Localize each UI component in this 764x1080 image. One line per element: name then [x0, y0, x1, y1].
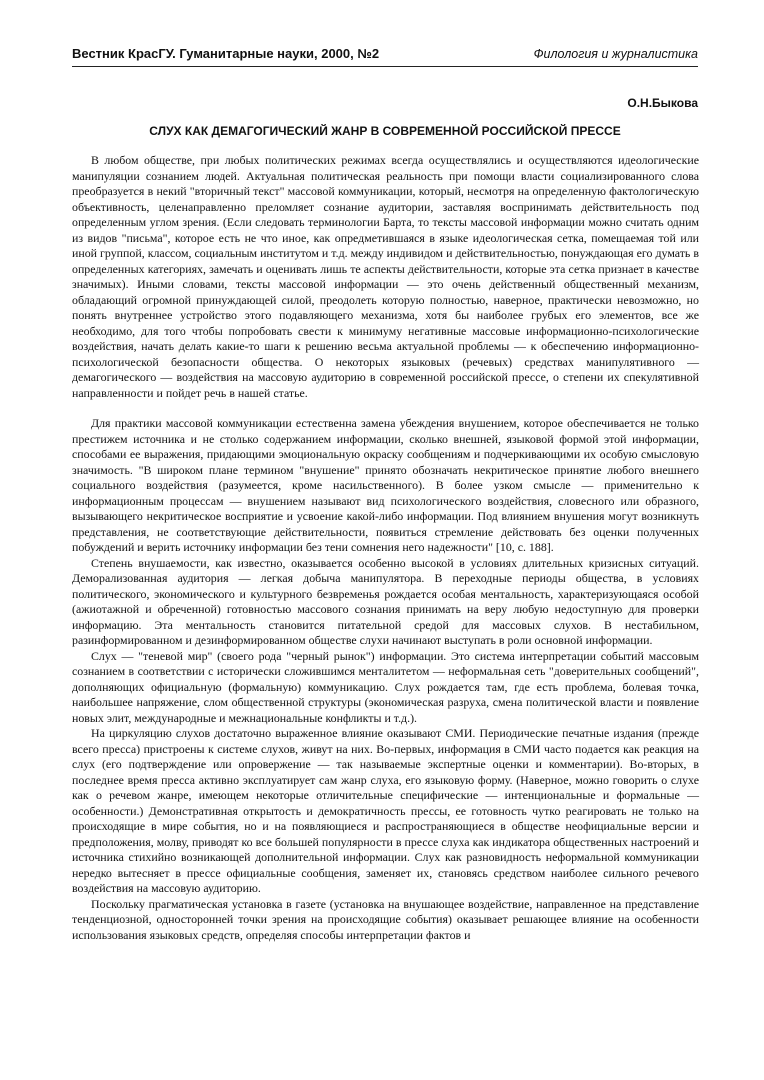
paragraph: Поскольку прагматическая установка в газете (установка на внушающее воздействие, направленное на представление тенденциозной, односторонней точки зрения на происходящие события) оказывает решающее влияние на особенности использования языковых средств, определяя способы интерпретации фактов и: [72, 896, 699, 942]
paragraph: Для практики массовой коммуникации естественна замена убеждения внушением, которое обеспечивается не только престижем источника и не столько содержанием информации, сколько внешней, языковой формой этой информации, способами ее выражения, придающими эмоциональную окраску сообщениям и подчеркивающими их особую смысловую значимость. "В широком плане термином "внушение" принято обозначать некритическое принятие любого внешнего социального воздействия (разумеется, кроме насильственного). В более узком смысле — применительно к информационным процессам — внушением называют вид психологического воздействия, словесного или образного, вызывающего некритическое восприятие и усвоение какой-либо информации. Под влиянием внушения могут возникнуть представления, не соответствующие действительности, появиться стремление действовать без оценки полученных побуждений и верить источнику информации без тени сомнения него надежности" [10, с. 188].: [72, 416, 699, 554]
section-title: Филология и журналистика: [533, 47, 698, 61]
paragraph: На циркуляцию слухов достаточно выраженное влияние оказывают СМИ. Периодические печатные издания (прежде всего пресса) пристроены к системе слухов, живут на них. Во-первых, информация в СМИ часто подается как реакция на слух (его подтверждение или опровержение — так называемые экспертные оценки и комментарии). Во-вторых, в последнее время пресса активно эксплуатирует сам жанр слуха, его языковую форму. (Наверное, можно говорить о слухе как о речевом жанре, имеющем некоторые отличительные специфические — интенциональные и формальные — особенности.) Демонстративная открытость и демократичность прессы, ее готовность чутко реагировать не только на происходящие в мире события, но и на появляющиеся и распространяющиеся в обществе неофициальные версии и предположения, молву, приводят ко все большей популярности в прессе слуха как индикатора общественных настроений и источника стихийно возникающей дополнительной информации. Слух как разновидность неформальной коммуникации нередко вытесняет в прессе официальные сообщения, заменяет их, становясь средством наиболее сильного речевого воздействия на массовую аудиторию.: [72, 726, 699, 895]
article-title: СЛУХ КАК ДЕМАГОГИЧЕСКИЙ ЖАНР В СОВРЕМЕННОЙ РОССИЙСКОЙ ПРЕССЕ: [149, 124, 621, 138]
article-author: О.Н.Быкова: [627, 96, 698, 110]
journal-title: Вестник КрасГУ. Гуманитарные науки, 2000, №2: [72, 46, 380, 61]
running-header: [72, 44, 698, 67]
paragraph: В любом обществе, при любых политических режимах всегда осуществлялись и осуществляются идеологические манипуляции сознанием людей. Актуальная политическая реальность при помощи власти социализированного слова преобразуется в некий "вторичный текст" массовой коммуникации, который, несмотря на определенную фактологическую объективность, целенаправленно преломляет сознание аудитории, заставляя воспринимать действительность под определенным углом зрения. (Если следовать терминологии Барта, то тексты массовой информации можно считать одним из видов "письма", которое есть не что иное, как опредметившаяся в языке идеологическая сетка, помещаемая той или иной группой, классом, социальным институтом и т.д. между индивидом и действительностью, понуждающая его думать в определенных категориях, замечать и оценивать лишь те аспекты действительности, которые эта сетка признает в качестве значимых). Иными словами, тексты массовой информации — это очень действенный общественный механизм, обладающий огромной принуждающей силой, преодолеть которую полностью, наверное, практически невозможно, но понять внутреннее устройство этого подавляющего механизма, хотя бы наиболее грубых его элементов, все же необходимо, для того чтобы попробовать свести к минимуму негативные массовые информационно-психологические воздействия, начать делать какие-то шаги к решению весьма актуальной проблемы — к обеспечению информационно-психологической безопасности общества. О некоторых языковых (речевых) средствах манипулятивного — демагогического — воздействия на массовую аудиторию в современной российской прессе, о степени их спекулятивной направленности и пойдет речь в нашей статье.: [72, 153, 699, 400]
article-body: [72, 153, 699, 943]
paragraph: Слух — "теневой мир" (своего рода "черный рынок") информации. Это система интерпретации событий массовым сознанием в соответствии с исторически сложившимся менталитетом — неформальная сеть "доверительных сообщений", дополняющих официальную (формальную) коммуникацию. Слух рождается там, где есть проблема, болевая точка, наибольшее напряжение, слом общественной структуры (экономическая разруха, смена политической власти и появление новых элит, международные и межнациональные конфликты и т.д.).: [72, 648, 699, 725]
paragraph: Степень внушаемости, как известно, оказывается особенно высокой в условиях длительных кризисных ситуаций. Деморализованная аудитория — легкая добыча манипулятора. В переходные периоды общества, в условиях политического, экономического и культурного безвременья рождается особая ментальность, характеризующаяся особой (ажиотажной и обреченной) готовностью массового сознания принимать на веру любую недоступную для проверки информацию. Эта ментальность становится питательной средой для массовых слухов. В нестабильном, разинформированном и дезинформированном обществе слухи начинают выступать в роли основной информации.: [72, 555, 699, 647]
